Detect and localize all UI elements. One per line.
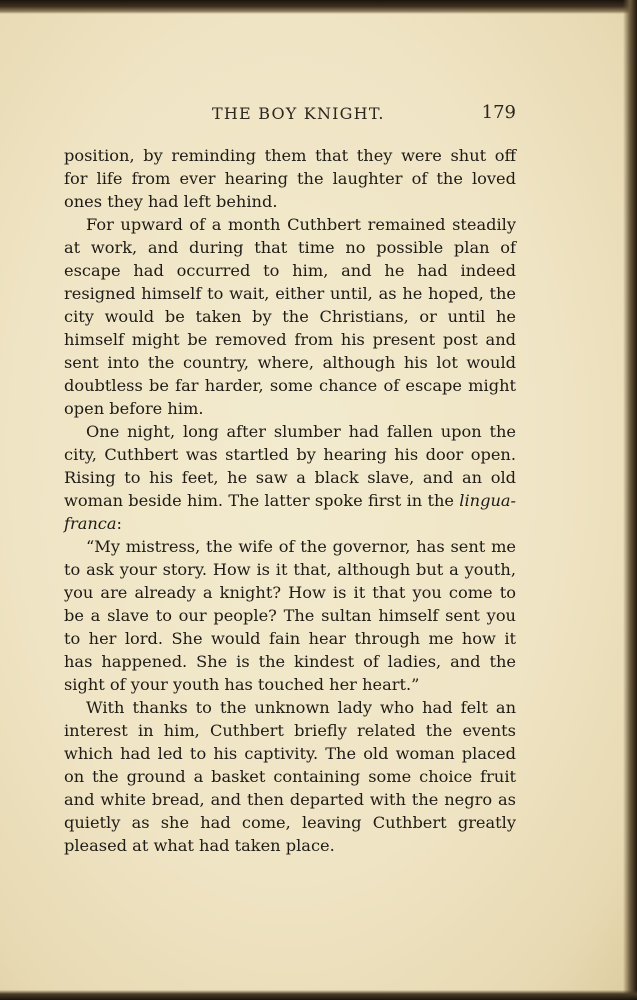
paragraph-4: “My mistress, the wife of the governor, has sent me to ask your story. How is it that, although but a youth, you are already a knight? How is it that you come to be a slave to our people? The sultan himself sent you to her lord. She would fain hear through me how it has happened. She is the kindest of ladies, and the sight of your youth has touched her heart.”: [64, 537, 516, 694]
paragraph-5: With thanks to the unknown lady who had felt an interest in him, Cuthbert briefly related the events which had led to his captivity. The old woman placed on the ground a basket containing some choice fruit and white bread, and then departed with the negro as quietly as she had come, leaving Cuthbert greatly pleased at what had taken place.: [64, 698, 516, 855]
paragraph-1: position, by reminding them that they were shut off for life from ever hearing the laughter of the loved ones they had left behind.: [64, 146, 516, 211]
paragraph-3-end: :: [116, 514, 122, 533]
paragraph-2: For upward of a month Cuthbert remained steadily at work, and during that time no possible plan of escape had occurred to him, and he had indeed resigned himself to wait, either until, as he hoped, the city would be taken by the Christians, or until he himself might be removed from his present post and sent into the country, where, although his lot would doubtless be far harder, some chance of escape might open before him.: [64, 215, 516, 418]
paragraph-3-italic-term: lingua-franca: [64, 491, 516, 533]
page-number: 179: [481, 102, 516, 123]
page-header: [64, 104, 516, 128]
page-bottom-edge: [0, 990, 637, 1000]
paragraph-3: [64, 420, 516, 535]
body-text: [64, 144, 516, 857]
running-head: THE BOY KNIGHT.: [212, 104, 385, 123]
page-top-edge: [0, 0, 637, 14]
paragraph-3-text: One night, long after slumber had fallen upon the city, Cuthbert was startled by hearing his door open. Rising to his feet, he saw a black slave, and an old woman beside him. The latter spoke first in the: [64, 422, 516, 510]
page-right-edge: [623, 0, 637, 1000]
